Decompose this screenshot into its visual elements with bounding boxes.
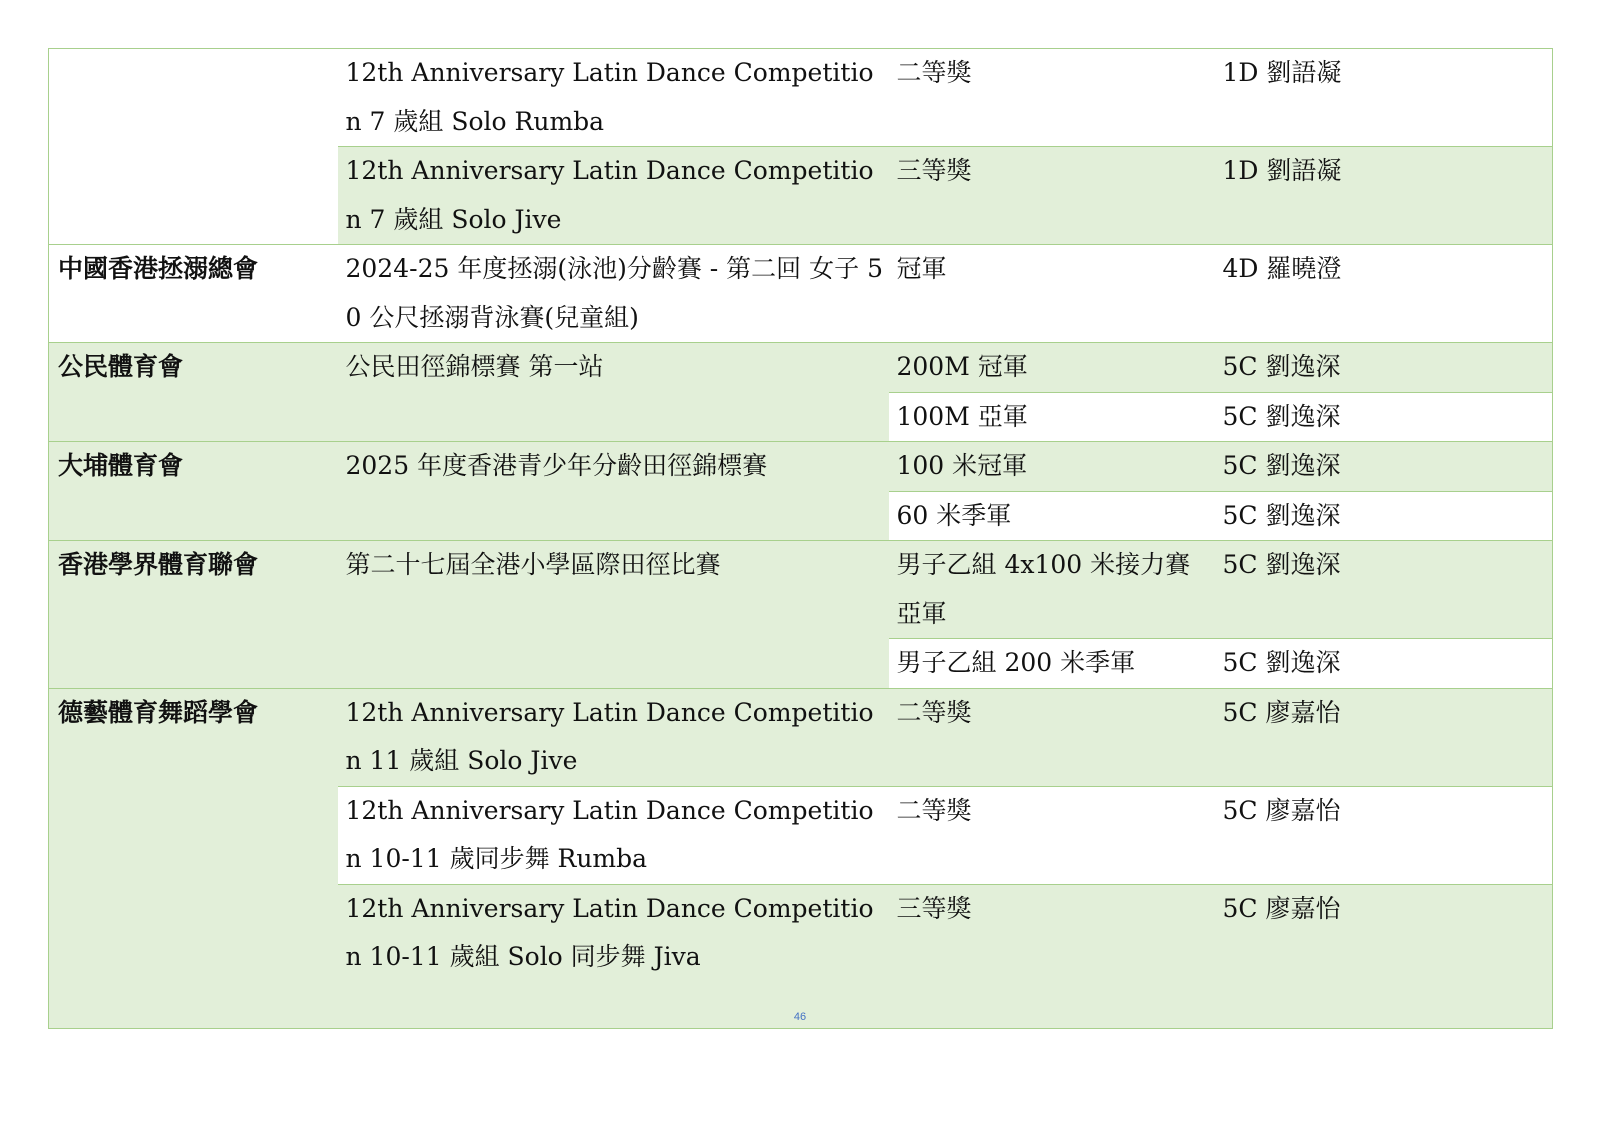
table-row [49, 343, 1553, 393]
event-cell: 12th Anniversary Latin Dance Competition 10-11 歲同步舞 Rumba [338, 786, 889, 884]
table-row [49, 442, 1553, 492]
student-cell: 5C 廖嘉怡 [1215, 884, 1553, 1028]
event-cell: 2025 年度香港青少年分齡田徑錦標賽 [338, 442, 889, 541]
event-cell: 第二十七屆全港小學區際田徑比賽 [338, 541, 889, 689]
award-cell: 二等獎 [889, 786, 1215, 884]
table-row [49, 541, 1553, 639]
table-row [49, 688, 1553, 786]
student-cell: 5C 劉逸深 [1215, 639, 1553, 689]
award-cell: 200M 冠軍 [889, 343, 1215, 393]
award-cell: 男子乙組 4x100 米接力賽亞軍 [889, 541, 1215, 639]
awards-table [48, 48, 1553, 1029]
student-cell: 5C 廖嘉怡 [1215, 688, 1553, 786]
student-cell: 5C 劉逸深 [1215, 392, 1553, 442]
award-cell: 三等獎 [889, 147, 1215, 245]
student-cell: 5C 劉逸深 [1215, 491, 1553, 541]
event-cell: 12th Anniversary Latin Dance Competition 7 歲組 Solo Jive [338, 147, 889, 245]
award-cell: 二等獎 [889, 49, 1215, 147]
page-number: 46 [793, 1011, 807, 1023]
award-cell: 二等獎 [889, 688, 1215, 786]
event-cell: 公民田徑錦標賽 第一站 [338, 343, 889, 442]
student-cell: 5C 劉逸深 [1215, 442, 1553, 492]
student-cell: 5C 廖嘉怡 [1215, 786, 1553, 884]
event-cell: 12th Anniversary Latin Dance Competition 10-11 歲組 Solo 同步舞 Jiva [338, 884, 889, 1028]
award-cell: 冠軍 [889, 245, 1215, 343]
student-cell: 1D 劉語凝 [1215, 49, 1553, 147]
student-cell: 4D 羅曉澄 [1215, 245, 1553, 343]
award-cell: 男子乙組 200 米季軍 [889, 639, 1215, 689]
student-cell: 5C 劉逸深 [1215, 541, 1553, 639]
student-cell: 1D 劉語凝 [1215, 147, 1553, 245]
org-cell [49, 49, 338, 245]
award-cell: 100M 亞軍 [889, 392, 1215, 442]
org-cell: 公民體育會 [49, 343, 338, 442]
org-cell: 德藝體育舞蹈學會 [49, 688, 338, 1028]
event-cell: 2024-25 年度拯溺(泳池)分齡賽 - 第二回 女子 50 公尺拯溺背泳賽(兒童組) [338, 245, 889, 343]
event-cell: 12th Anniversary Latin Dance Competition 11 歲組 Solo Jive [338, 688, 889, 786]
table-row [49, 245, 1553, 343]
student-cell: 5C 劉逸深 [1215, 343, 1553, 393]
org-cell: 中國香港拯溺總會 [49, 245, 338, 343]
award-cell: 三等獎 [889, 884, 1215, 1028]
org-cell: 香港學界體育聯會 [49, 541, 338, 689]
event-cell: 12th Anniversary Latin Dance Competition 7 歲組 Solo Rumba [338, 49, 889, 147]
award-cell: 60 米季軍 [889, 491, 1215, 541]
table-row [49, 49, 1553, 147]
org-cell: 大埔體育會 [49, 442, 338, 541]
award-cell: 100 米冠軍 [889, 442, 1215, 492]
